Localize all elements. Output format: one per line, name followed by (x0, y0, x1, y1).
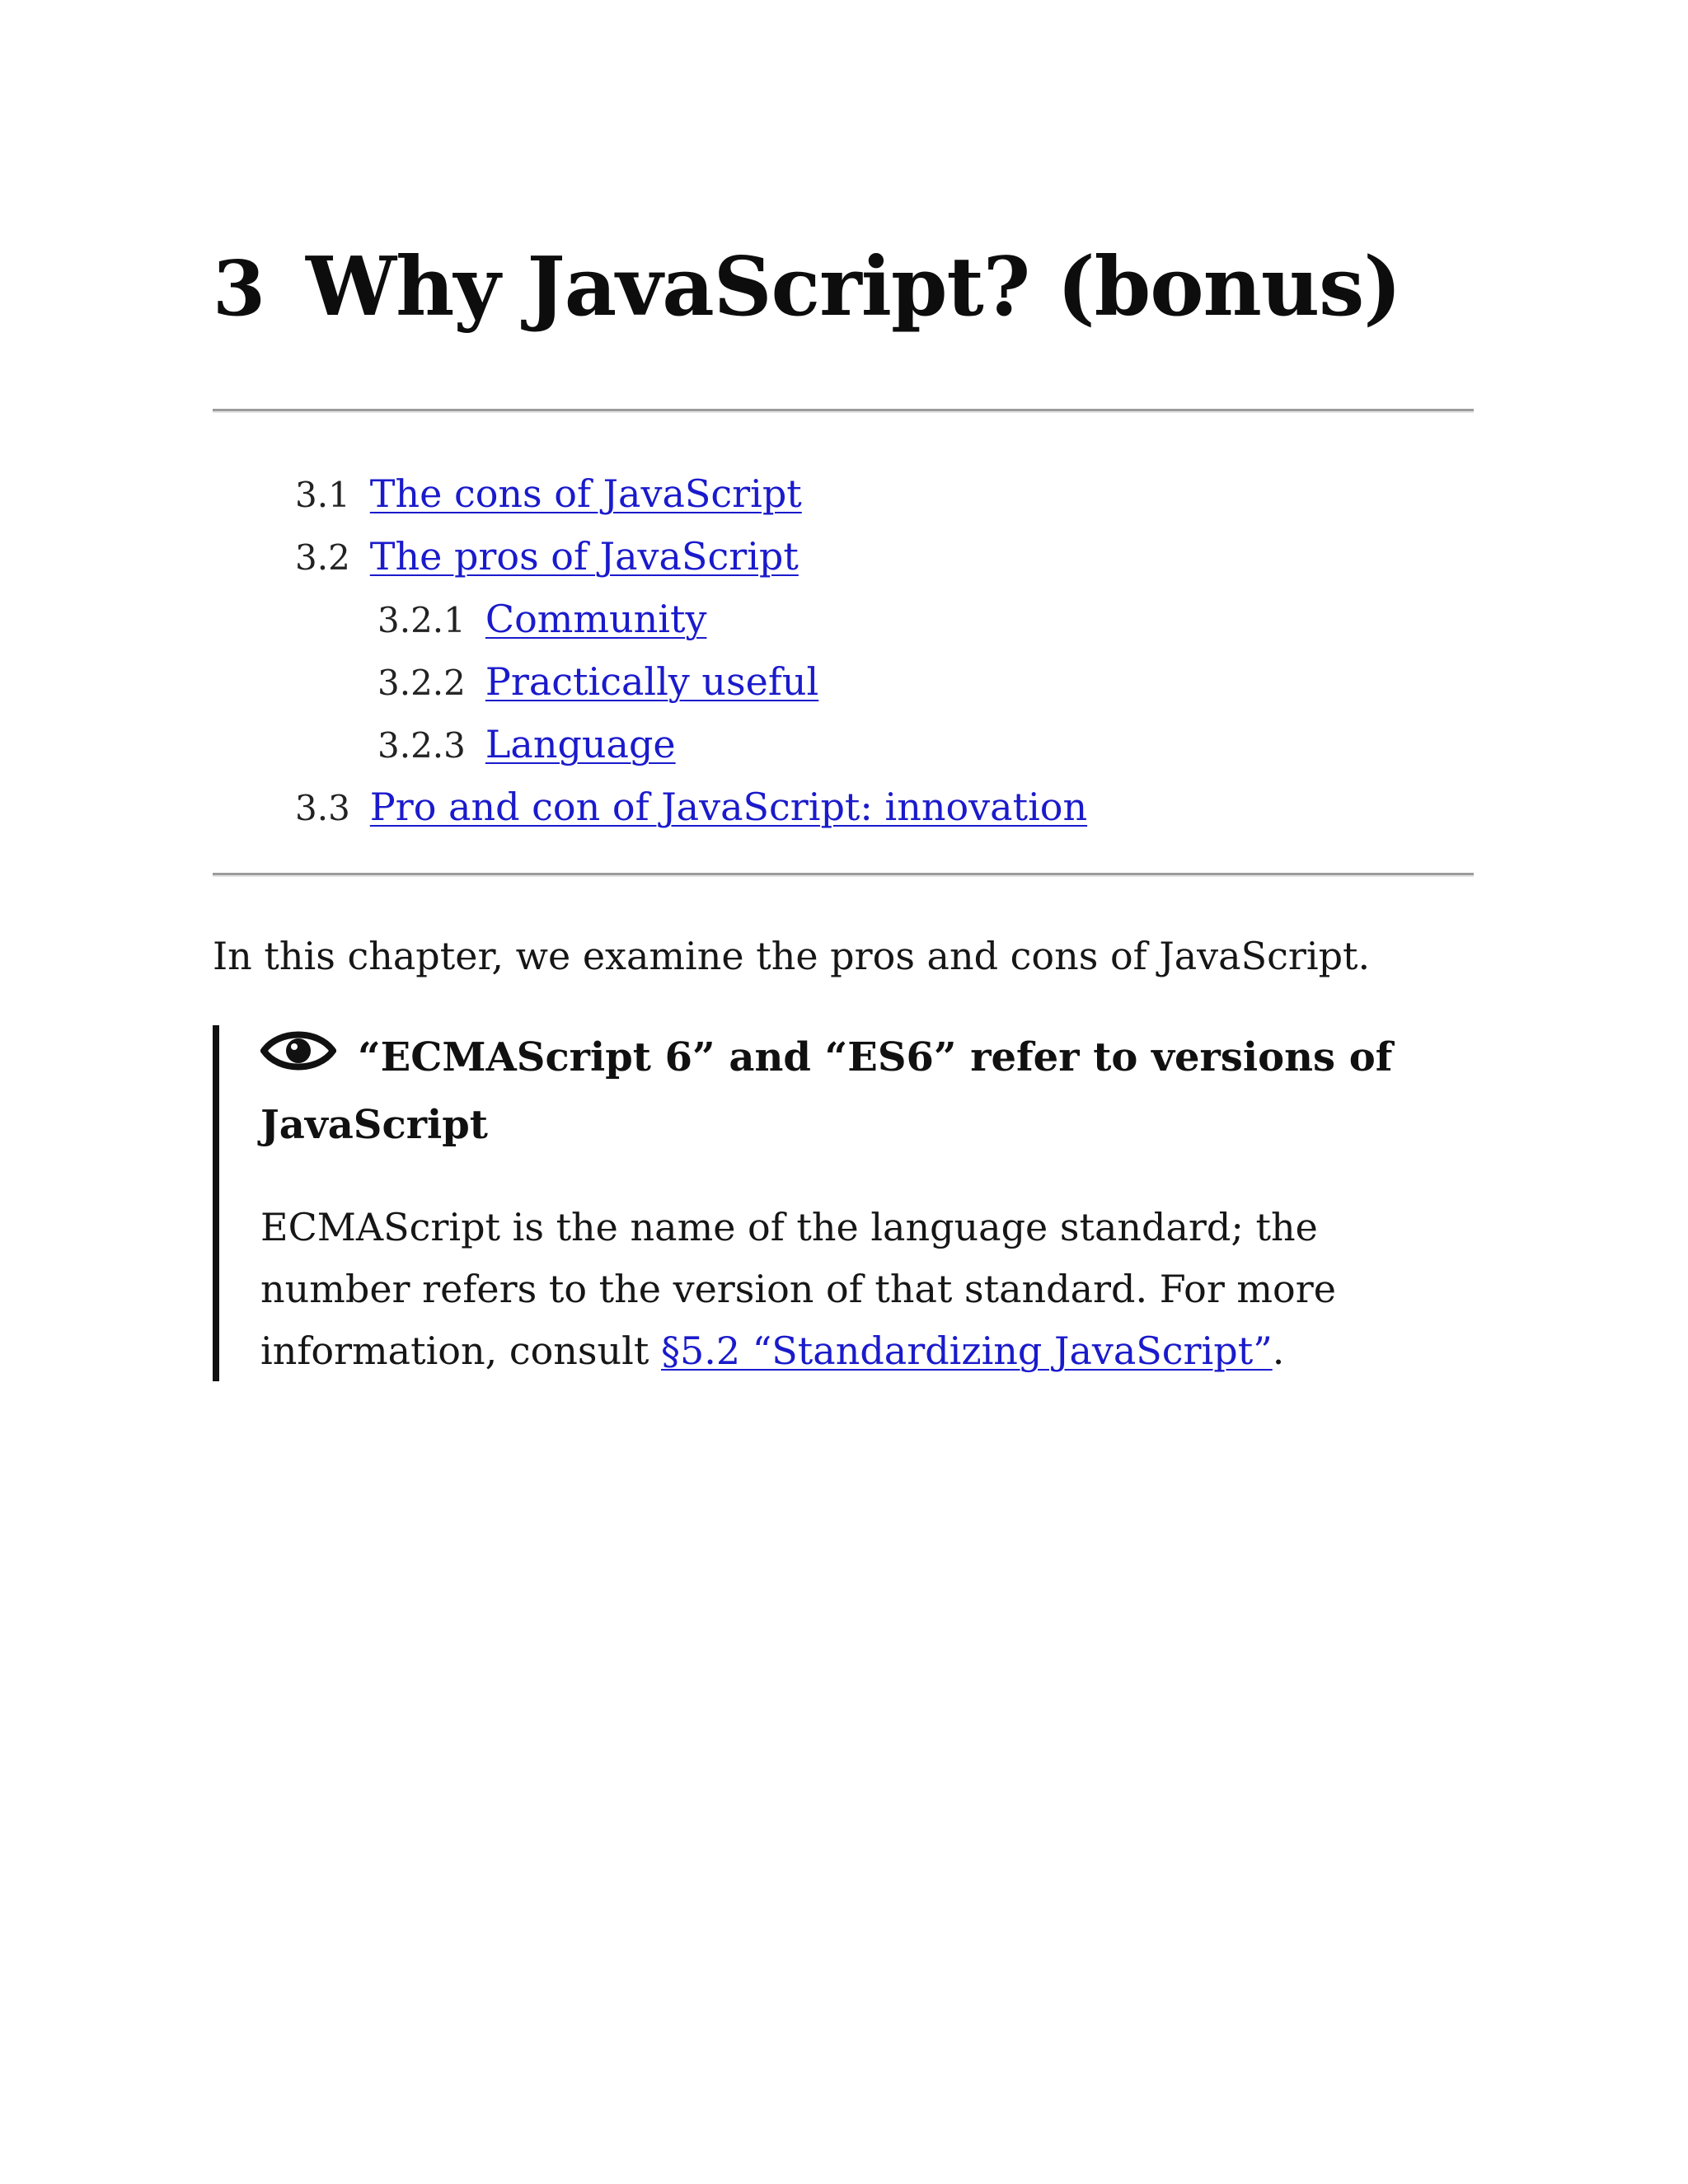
toc-number: 3.3 (295, 788, 350, 828)
note-callout (213, 1025, 1474, 1381)
callout-body (260, 1197, 1431, 1382)
table-of-contents (295, 463, 1087, 839)
chapter-number: 3 (213, 244, 265, 333)
toc-item-3-1 (295, 463, 1087, 526)
eye-icon (260, 1028, 336, 1093)
toc-link-pros[interactable]: The pros of JavaScript (369, 534, 799, 579)
toc-link-community[interactable]: Community (485, 597, 707, 641)
toc-number: 3.1 (295, 475, 350, 515)
toc-link-language[interactable]: Language (485, 722, 676, 766)
toc-link-practically-useful[interactable]: Practically useful (485, 659, 819, 704)
chapter-title-text: Why JavaScript? (bonus) (306, 240, 1401, 335)
toc-number: 3.2 (295, 537, 350, 578)
toc-bottom-divider (213, 873, 1474, 877)
toc-item-3-2-1 (295, 588, 1087, 651)
toc-item-3-3 (295, 776, 1087, 839)
toc-item-3-2-3 (295, 714, 1087, 776)
toc-item-3-2 (295, 526, 1087, 588)
toc-link-cons[interactable]: The cons of JavaScript (369, 471, 802, 516)
intro-paragraph: In this chapter, we examine the pros and cons of JavaScript. (213, 934, 1371, 978)
toc-number: 3.2.3 (377, 725, 466, 766)
standardizing-javascript-link[interactable]: §5.2 “Standardizing JavaScript” (661, 1329, 1273, 1373)
toc-link-innovation[interactable]: Pro and con of JavaScript: innovation (369, 785, 1088, 829)
callout-heading-text: “ECMAScript 6” and “ES6” refer to versions of JavaScript (260, 1034, 1393, 1148)
toc-top-divider (213, 409, 1474, 413)
toc-number: 3.2.2 (377, 663, 466, 703)
toc-item-3-2-2 (295, 651, 1087, 714)
callout-body-end: . (1272, 1329, 1285, 1373)
callout-body-text: ECMAScript is the name of the language standard; the number refers to the version of that standard. For more information, consult (260, 1205, 1336, 1373)
chapter-title (213, 240, 1401, 335)
callout-heading (260, 1025, 1414, 1157)
toc-number: 3.2.1 (377, 600, 466, 640)
